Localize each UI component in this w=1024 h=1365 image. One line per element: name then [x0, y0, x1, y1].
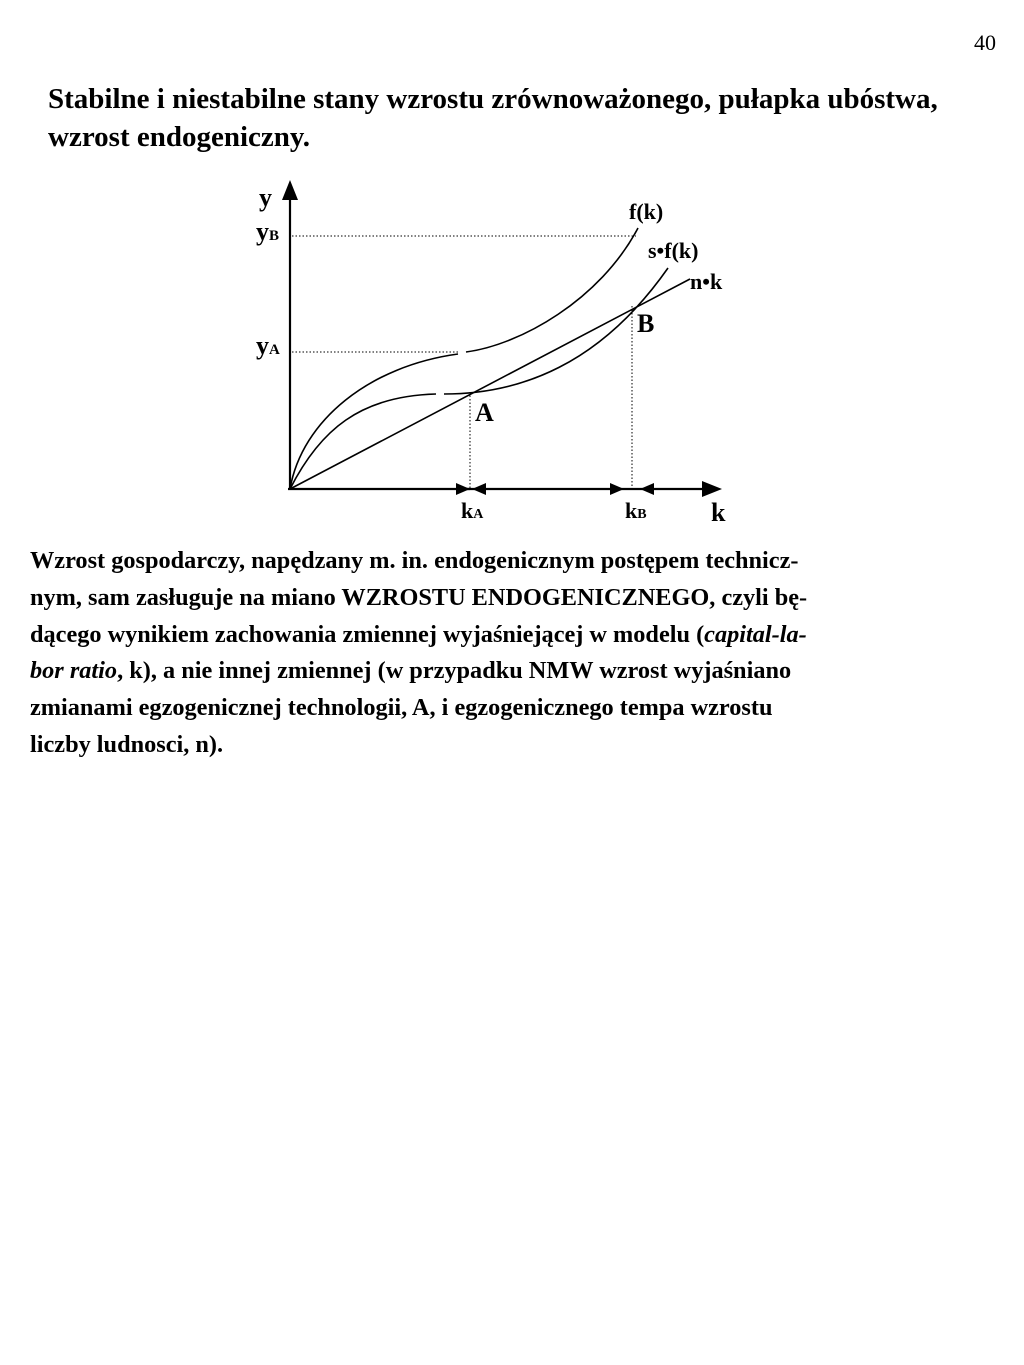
body-line-4-italic: bor ratio: [30, 657, 118, 685]
point-a-label: A: [475, 398, 494, 427]
body-paragraph: [30, 543, 1002, 764]
x-axis-arrow: [702, 481, 722, 497]
body-line-1: Wzrost gospodarczy, napędzany m. in. endogenicznym postępem technicz-: [30, 547, 799, 574]
arrow-head-left-of-kb: [610, 483, 624, 495]
arrow-head-left-of-ka: [456, 483, 470, 495]
yb-label: yB: [256, 217, 280, 246]
growth-diagram: [0, 0, 1024, 540]
page-title: Stabilne i niestabilne stany wzrostu zrównoważonego, pułapka ubóstwa, wzrost endogeniczny.: [48, 83, 938, 153]
f-curve-right: [466, 228, 638, 352]
body-line-6: liczby ludnosci, n).: [30, 730, 224, 758]
x-axis-label: k: [711, 498, 726, 527]
y-axis-arrow: [282, 180, 298, 200]
ya-label: yA: [256, 331, 280, 360]
point-b-label: B: [637, 309, 655, 338]
f-curve-left: [290, 354, 458, 489]
y-axis-label: y: [259, 183, 272, 212]
nk-line: [290, 279, 690, 489]
kb-label: kB: [625, 498, 647, 523]
body-line-5: zmianami egzogenicznej technologii, A, i egzogenicznego tempa wzrostu: [30, 694, 773, 722]
ka-label: kA: [461, 498, 484, 523]
body-line-2: nym, sam zasługuje na miano WZROSTU ENDOGENICZNEGO, czyli bę-: [30, 583, 808, 611]
sf-curve-left: [290, 394, 436, 489]
page-number: 40: [974, 30, 996, 55]
arrow-head-right-of-kb: [640, 483, 654, 495]
sf-curve-right: [444, 268, 668, 394]
arrow-head-right-of-ka: [472, 483, 486, 495]
body-line-3-italic: capital-la-: [704, 620, 807, 648]
body-line-4: , k), a nie innej zmiennej (w przypadku NMW wzrost wyjaśniano: [117, 657, 792, 685]
f-curve-label: f(k): [629, 199, 664, 224]
body-line-3: dącego wynikiem zachowania zmiennej wyjaśniejącej w modelu (: [30, 620, 705, 648]
nk-line-label: n•k: [690, 269, 723, 294]
sf-curve-label: s•f(k): [648, 238, 699, 263]
